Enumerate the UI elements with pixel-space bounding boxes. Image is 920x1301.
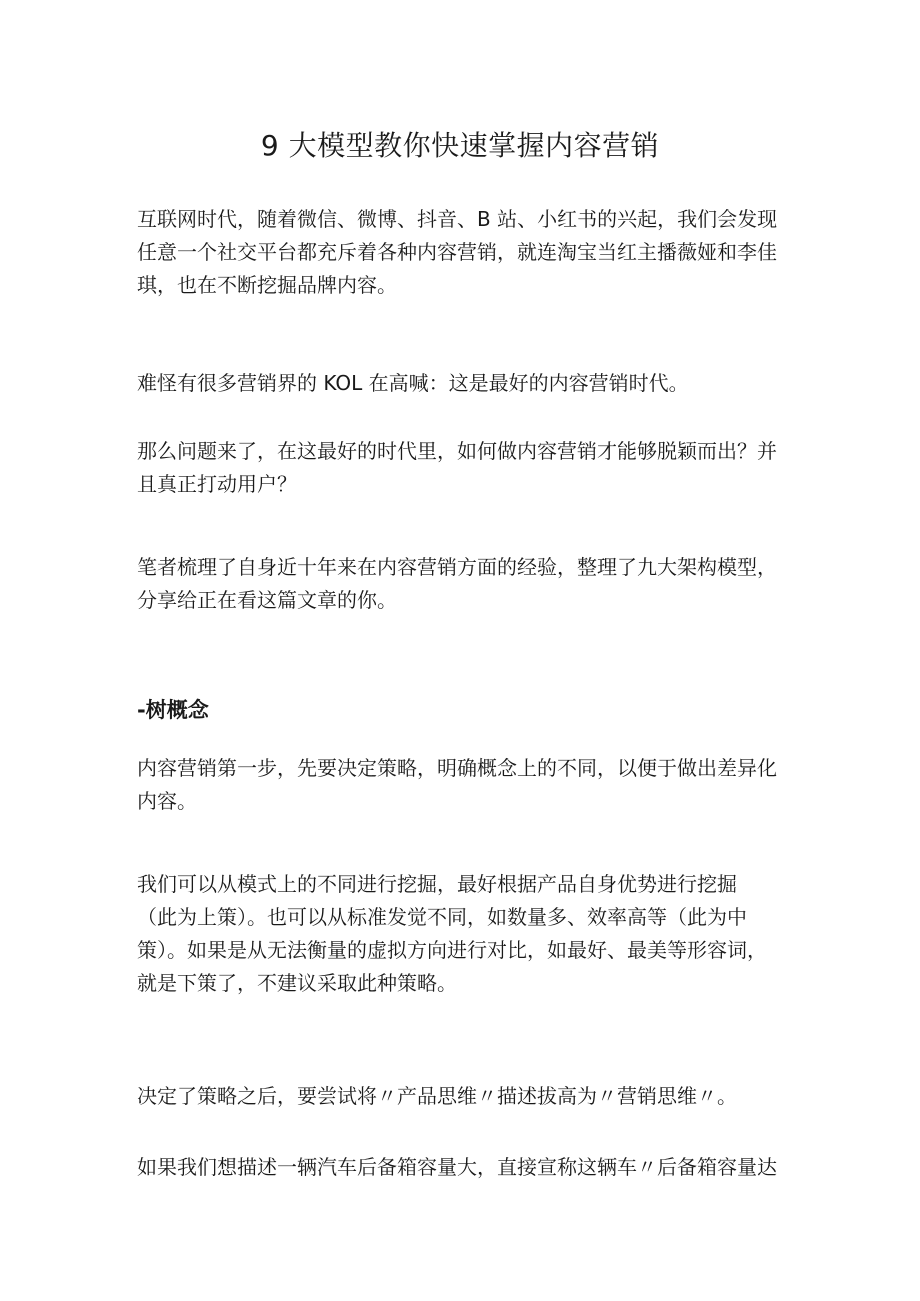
paragraph-car-example	[137, 1151, 791, 1184]
paragraph-marketing-thinking	[137, 1080, 791, 1113]
text-line: （此为上策）。也可以从标准发觉不同，如数量多、效率高等（此为中	[137, 905, 747, 929]
text-line: 我们可以从模式上的不同进行挖掘，最好根据产品自身优势进行挖掘	[137, 872, 737, 896]
text-line: 且真正打动用户？	[137, 472, 297, 496]
paragraph-strategy	[137, 752, 791, 818]
text-line: 内容营销第一步，先要决定策略，明确概念上的不同，以便于做出差异化	[137, 756, 777, 780]
text-line: 难怪有很多营销界的 KOL 在高喊：这是最好的内容营销时代。	[137, 371, 689, 395]
text-line: 策）。如果是从无法衡量的虚拟方向进行对比，如最好、最美等形容词，	[137, 938, 767, 962]
page-title: 9 大模型教你快速掌握内容营销	[260, 129, 660, 162]
text-line: 就是下策了，不建议采取此种策略。	[137, 971, 457, 995]
text-line: 笔者梳理了自身近十年来在内容营销方面的经验，整理了九大架构模型，	[137, 555, 777, 579]
paragraph-question	[137, 435, 791, 501]
text-line: 如果我们想描述一辆汽车后备箱容量大，直接宣称这辆车〃后备箱容量达	[137, 1155, 777, 1179]
text-line: 那么问题来了，在这最好的时代里，如何做内容营销才能够脱颖而出？并	[137, 439, 777, 463]
paragraph-intro	[137, 203, 791, 302]
text-line: 分享给正在看这篇文章的你。	[137, 588, 397, 612]
text-line: 任意一个社交平台都充斥着各种内容营销，就连淘宝当红主播薇娅和李佳	[137, 240, 777, 264]
text-line: 琪，也在不断挖掘品牌内容。	[137, 273, 397, 297]
paragraph-strategy-levels	[137, 868, 791, 1000]
text-line: 内容。	[137, 789, 197, 813]
paragraph-kol-quote	[137, 367, 791, 400]
text-line: 决定了策略之后，要尝试将〃产品思维〃描述拔高为〃营销思维〃。	[137, 1084, 737, 1108]
section-heading: -树概念	[137, 698, 209, 722]
text-line: 互联网时代，随着微信、微博、抖音、B 站、小红书的兴起，我们会发现	[137, 207, 778, 231]
paragraph-author-summary	[137, 551, 791, 617]
